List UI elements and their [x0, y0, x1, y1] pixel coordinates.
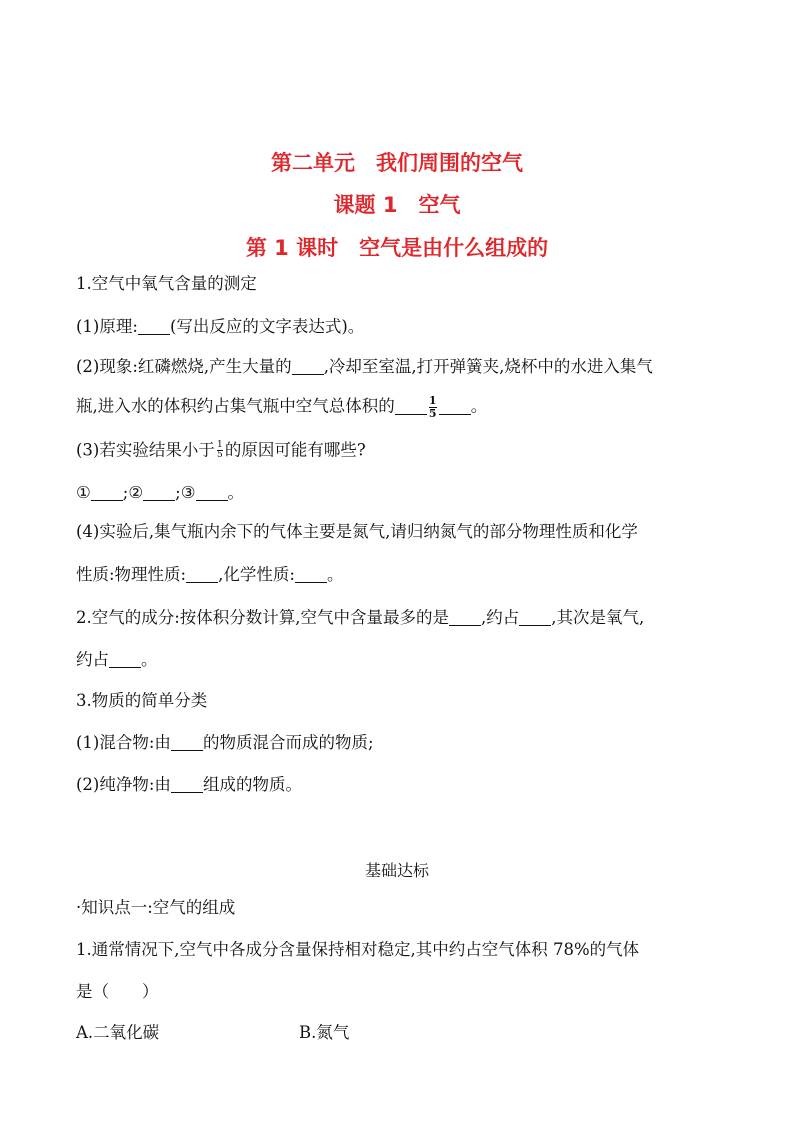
mc-option-a[interactable]: A.二氧化碳	[76, 1023, 160, 1042]
q1-reasons-list	[76, 484, 244, 502]
answer-blank[interactable]	[395, 398, 427, 415]
q3-pure	[76, 776, 302, 794]
q3-mixture-text-a: (1)混合物:由	[76, 733, 171, 752]
fraction-numerator: 1	[217, 440, 223, 450]
answer-blank[interactable]	[519, 609, 551, 626]
q1-nitrogen-line1: (4)实验后,集气瓶内余下的气体主要是氮气,请归纳氮气的部分物理性质和化学	[76, 522, 638, 541]
fraction-one-fifth	[429, 395, 437, 419]
q1-principle-label: (1)原理:	[76, 317, 138, 336]
q2-line1	[76, 609, 644, 627]
unit-title: 第二单元 我们周围的空气	[271, 151, 523, 175]
q2-text-a: 2.空气的成分:按体积分数计算,空气中含量最多的是	[76, 608, 450, 627]
answer-blank[interactable]	[138, 318, 170, 335]
q1-reasons	[76, 441, 366, 461]
q1-principle-note: (写出反应的文字表达式)。	[169, 317, 365, 336]
fraction-denominator: 5	[217, 450, 223, 461]
q1-phenomenon-line1	[76, 358, 653, 376]
q1-nitrogen-chemical-label: ,化学性质:	[218, 565, 295, 584]
q1-nitrogen-physical-label: 性质:物理性质:	[76, 565, 187, 584]
fraction-denominator: 5	[428, 406, 437, 420]
q1-nitrogen-line2	[76, 566, 343, 584]
q3-pure-text-b: 组成的物质。	[202, 775, 302, 794]
q2-text-c: ,其次是氧气,	[551, 608, 645, 627]
answer-blank[interactable]	[186, 566, 218, 583]
lesson-title: 课题 1 空气	[333, 193, 461, 217]
q1-phenomenon-text-b: ,冷却至室温,打开弹簧夹,烧杯中的水进入集气	[323, 357, 653, 376]
mc-stem-line2: 是（ ）	[76, 982, 159, 1001]
q2-line2	[76, 651, 158, 669]
period-title: 第 1 课时 空气是由什么组成的	[245, 236, 549, 260]
list-marker-3: ;③	[175, 483, 196, 502]
answer-blank[interactable]	[171, 734, 203, 751]
answer-blank[interactable]	[292, 358, 324, 375]
answer-blank[interactable]	[109, 651, 141, 668]
answer-blank[interactable]	[295, 566, 327, 583]
q1-nitrogen-end: 。	[326, 565, 344, 584]
q1-phenomenon-end: 。	[470, 396, 488, 416]
q3-mixture-text-b: 的物质混合而成的物质;	[202, 733, 374, 752]
mc-option-b[interactable]: B.氮气	[299, 1023, 350, 1042]
q1-phenomenon-text-a: (2)现象:红磷燃烧,产生大量的	[76, 357, 292, 376]
q1-phenomenon-text-c: 瓶,进入水的体积约占集气瓶中空气总体积的	[76, 396, 395, 416]
answer-blank[interactable]	[196, 484, 228, 501]
q3-mixture	[76, 734, 374, 752]
q1-heading: 1.空气中氧气含量的测定	[76, 274, 257, 293]
answer-blank[interactable]	[143, 484, 175, 501]
list-marker-1: ①	[76, 483, 91, 502]
answer-blank[interactable]	[91, 484, 123, 501]
list-marker-2: ;②	[122, 483, 144, 502]
q2-text-b: ,约占	[481, 608, 520, 627]
answer-blank[interactable]	[449, 609, 481, 626]
q2-text-d: 约占	[76, 650, 109, 669]
answer-blank[interactable]	[171, 776, 203, 793]
section-heading: 基础达标	[364, 861, 429, 880]
q1-reasons-text-b: 的原因可能有哪些?	[224, 440, 366, 460]
mc-stem-line1: 1.通常情况下,空气中各成分含量保持相对稳定,其中约占空气体积 78%的气体	[76, 940, 640, 959]
q2-text-e: 。	[141, 650, 158, 669]
q1-principle	[76, 318, 364, 336]
knowledge-point: ·知识点一:空气的组成	[76, 898, 236, 917]
q3-heading: 3.物质的简单分类	[76, 691, 208, 710]
list-end: 。	[227, 483, 245, 502]
answer-blank[interactable]	[439, 398, 471, 415]
fraction-one-fifth-small	[217, 441, 223, 461]
q3-pure-text-a: (2)纯净物:由	[76, 775, 171, 794]
q1-reasons-text-a: (3)若实验结果小于	[76, 440, 215, 460]
fraction-numerator: 1	[428, 394, 437, 407]
q1-phenomenon-line2	[76, 395, 487, 419]
